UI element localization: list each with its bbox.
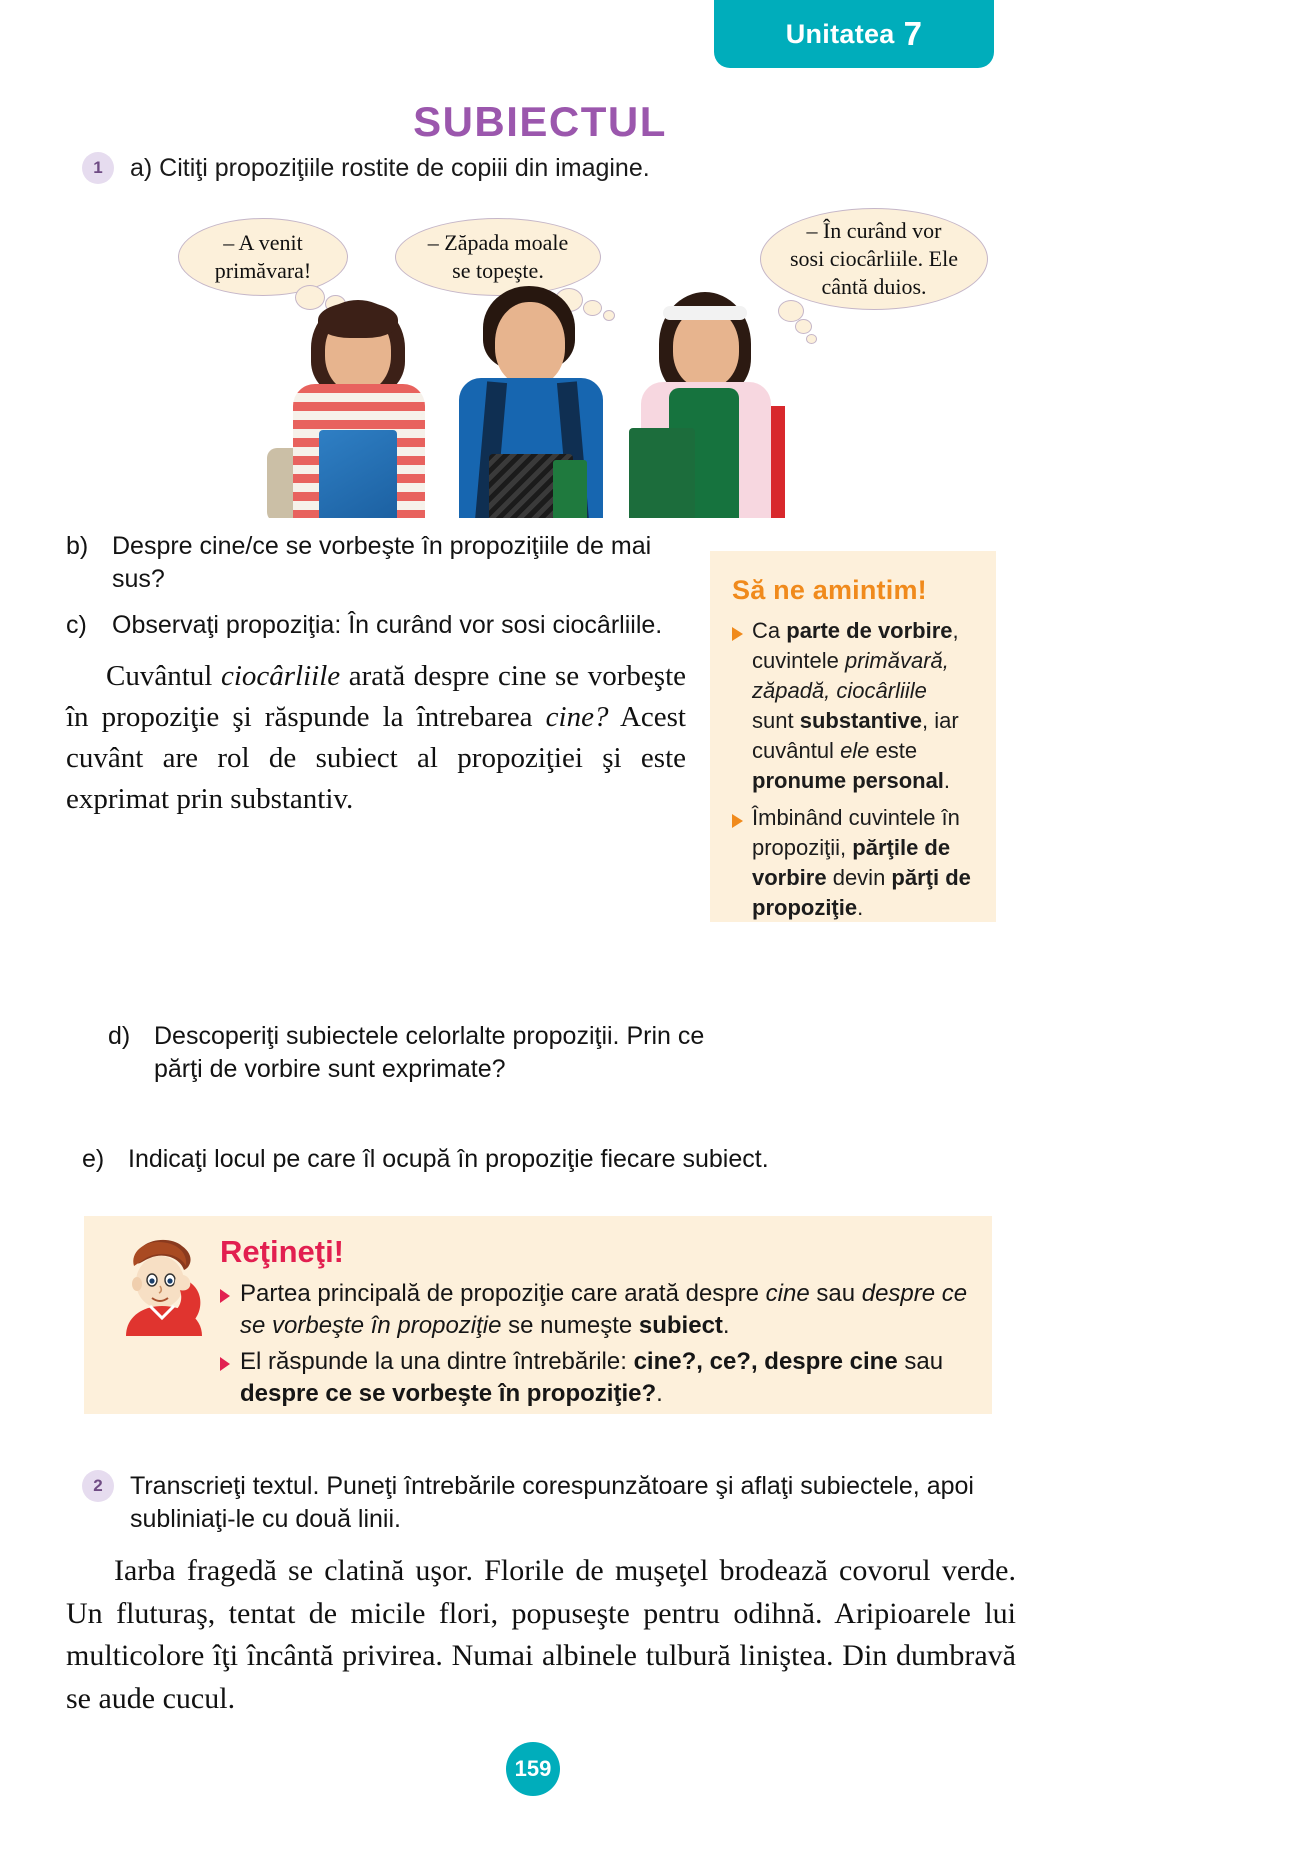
retineti-title: Reţineţi! [220, 1234, 344, 1269]
item-d-text: Descoperiţi subiectele celorlalte propoziţii. Prin ce părţi de vorbire sunt exprimate? [154, 1022, 705, 1083]
sb1-p6: . [943, 767, 951, 793]
sidebar-item-2-text [752, 803, 974, 923]
exercise-1-item-c [66, 609, 686, 642]
rt1-p1: Partea principală de propoziţie care arată despre [240, 1280, 766, 1307]
exercise-2-header [82, 1470, 1012, 1535]
rt2-p1: El răspunde la una dintre întrebările: [240, 1347, 634, 1375]
exercise-2-text: Iarba fragedă se clatină uşor. Florile de muşeţel brodează covorul verde. Un fluturaş, tentat de micile flori, popuseşte pentru odihnă. Aripioarele lui multicolore îţi încântă privirea. Numai albinele tulbură liniştea. Din dumbravă se aude cucul. [66, 1554, 1016, 1715]
rt2-b2: despre ce se vorbeşte în propoziţie? [240, 1379, 657, 1407]
explanation-paragraph [66, 656, 686, 821]
unit-tab [714, 0, 994, 68]
sb2-b2: părţi de propoziţie [752, 865, 971, 921]
exercise-1-item-d [108, 1020, 708, 1085]
rt1-i1: cine [765, 1280, 810, 1307]
child-boy-middle [437, 278, 611, 518]
retineti-item-2-text [240, 1346, 968, 1410]
triangle-bullet-icon [220, 1357, 230, 1371]
bubble-1-line-1: – A venit [223, 229, 303, 255]
exercise-1-item-b [66, 530, 686, 595]
bubble-tail-dot [795, 319, 812, 334]
sb2-p3: . [857, 895, 864, 921]
rt1-p2: sau [809, 1280, 862, 1307]
item-c-label: c) [66, 611, 87, 639]
sb2-p1: Îmbinând cuvintele în propoziţii, [752, 805, 960, 861]
item-b-text: Despre cine/ce se vorbeşte în propoziţiile de mai sus? [112, 532, 652, 593]
retineti-item-1-text [240, 1278, 968, 1342]
explanation-part-2: arată despre cine se vorbeşte în propoziţie şi răspunde la întrebarea [66, 659, 686, 733]
exercise-1-item-d-wrap [108, 1020, 708, 1111]
speech-bubble-3 [760, 208, 988, 310]
bubble-3-line-1: – În curând vor [806, 217, 942, 243]
sidebar-item [732, 803, 974, 923]
explanation-italic-1: ciocârliile [220, 659, 341, 692]
exercise-1-item-e [82, 1143, 982, 1176]
sidebar-item-1-text [752, 616, 974, 795]
retineti-item [220, 1278, 968, 1342]
exercise-1-a-text: a) Citiţi propoziţiile rostite de copiii din imagine. [130, 154, 650, 182]
page-number-badge: 159 [506, 1742, 560, 1796]
bubble-3-line-2: sosi ciocârliile. Ele [790, 245, 958, 271]
page-title: SUBIECTUL [413, 98, 667, 145]
rt2-p3: . [656, 1379, 663, 1407]
child-girl-right [611, 278, 785, 518]
triangle-bullet-icon [732, 627, 743, 641]
exercise-1-item-e-wrap [82, 1143, 982, 1190]
rt2-p2: sau [897, 1347, 944, 1375]
bubble-tail-dot [806, 334, 817, 344]
triangle-bullet-icon [220, 1289, 230, 1303]
exercise-1-body [66, 530, 686, 820]
rt1-p4: . [722, 1311, 730, 1339]
unit-label: Unitatea [785, 18, 895, 49]
sb1-i2: ele [840, 737, 870, 763]
item-d-label: d) [108, 1022, 131, 1050]
bubble-3-line-3: cântă duios. [821, 274, 927, 300]
sb1-i1: primăvară, zăpadă, ciocârliile [752, 647, 949, 703]
child-girl-left [263, 278, 437, 518]
item-e-text: Indicaţi locul pe care îl ocupă în propoziţie fiecare subiect. [128, 1145, 769, 1173]
explanation-part-3: Acest cuvânt are rol de subiect al propoziţiei şi este exprimat prin substantiv. [66, 700, 686, 816]
sb2-b1: părţile de vorbire [752, 835, 951, 891]
explanation-part-1: Cuvântul [106, 659, 221, 692]
sb1-b1: parte de vorbire [786, 618, 953, 643]
bubble-1-line-2: primăvara! [214, 258, 312, 283]
sidebar-title: Să ne amintim! [732, 575, 927, 605]
exercise-2-number: 2 [82, 1470, 114, 1502]
item-b-label: b) [66, 532, 89, 560]
sb1-p2: , cuvintele [752, 618, 959, 673]
retineti-box [84, 1216, 992, 1414]
sb1-p5: este [869, 737, 918, 763]
item-c-text: Observaţi propoziţia: În curând vor sosi ciocârliile. [112, 611, 663, 639]
rt1-b1: subiect [638, 1311, 723, 1339]
triangle-bullet-icon [732, 814, 743, 828]
sb1-b2: substantive [799, 707, 922, 733]
sa-ne-amintim-box [710, 551, 996, 922]
explanation-italic-2: cine? [545, 700, 609, 733]
retineti-item [220, 1346, 968, 1410]
rt1-p3: se numeşte [501, 1311, 639, 1339]
unit-number: 7 [903, 15, 923, 52]
boy-illustration-icon [110, 1232, 218, 1336]
rt1-i2: despre ce se vorbeşte în propoziţie [240, 1280, 968, 1339]
sb1-p4: , iar cuvântul [752, 707, 959, 763]
sb1-b3: pronume personal [752, 767, 944, 793]
sb1-p1: Ca [752, 618, 787, 643]
sb1-p3: sunt [752, 707, 800, 733]
item-e-label: e) [82, 1145, 105, 1173]
children-photo [263, 278, 785, 518]
bubble-2-line-1: – Zăpada moale [427, 229, 569, 255]
exercise-1-number: 1 [82, 152, 114, 184]
bubble-2-line-2: se topeşte. [452, 258, 544, 283]
sidebar-item [732, 616, 974, 795]
exercise-2-instruction: Transcrieţi textul. Puneţi întrebările corespunzătoare şi aflaţi subiectele, apoi subliniaţi-le cu două linii. [130, 1472, 974, 1533]
exercise-1-header [82, 152, 962, 185]
sb2-p2: devin [826, 865, 892, 891]
rt2-b1: cine?, ce?, despre cine [633, 1347, 898, 1375]
